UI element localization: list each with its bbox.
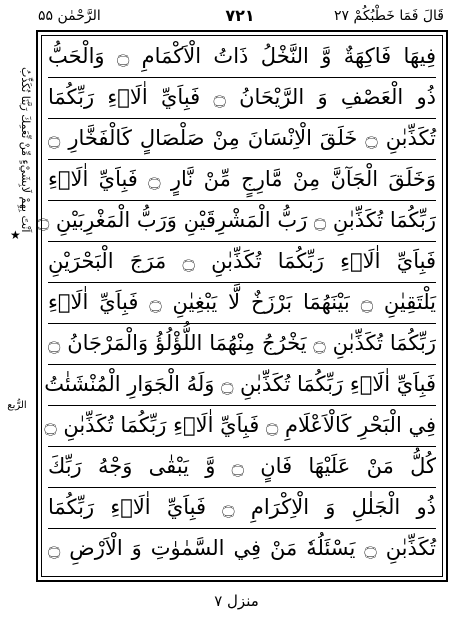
star-icon: ★ xyxy=(10,228,21,242)
verse-line: فِي الْبَحْرِ كَالْاَعْلَامِ ۝ فَبِاَيِّ اٰلَاۤءِ رَبِّكُمَا تُكَذِّبٰنِ ۝ xyxy=(48,405,436,447)
verse-line: تُكَذِّبٰنِ ۝ خَلَقَ الْاِنْسَانَ مِنْ صَلْصَالٍ كَالْفَخَّارِ ۝ xyxy=(48,118,436,160)
verse-line: ذُو الْجَلٰلِ وَ الْاِكْرَامِ ۝ فَبِاَيِّ اٰلَاۤءِ رَبِّكُمَا xyxy=(48,487,436,529)
manzil-footer: منزل ۷ xyxy=(214,592,259,610)
ruku-marker: الرُّبع xyxy=(7,400,27,411)
margin-note: اَنْتَ بِهِمْ لَابِشَيْءٍ مِّنْ نِّعَمِكَ رَبَّنَا نُكَذِّبُ xyxy=(19,67,32,233)
verse-line: فَبِاَيِّ اٰلَاۤءِ رَبِّكُمَا تُكَذِّبٰنِ ۝ مَرَجَ الْبَحْرَيْنِ xyxy=(48,241,436,283)
verse-line: كُلُّ مَنْ عَلَيْهَا فَانٍ ۝ وَّ يَبْقٰى وَجْهُ رَبِّكَ xyxy=(48,446,436,488)
verse-line: ذُو الْعَصْفِ وَ الرَّيْحَانُ ۝ فَبِاَيِّ اٰلَاۤءِ رَبِّكُمَا xyxy=(48,77,436,119)
page-number: ۷۲۱ xyxy=(225,6,255,25)
verse-line: فَبِاَيِّ اٰلَاۤءِ رَبِّكُمَا تُكَذِّبٰنِ ۝ وَلَهُ الْجَوَارِ الْمُنْشَئٰتُ xyxy=(48,364,436,406)
juz-name: قَالَ فَمَا خَطْبُكُمْ ۲۷ xyxy=(334,8,444,24)
page-header xyxy=(30,6,450,28)
verse-line: رَبِّكُمَا تُكَذِّبٰنِ ۝ رَبُّ الْمَشْرِقَيْنِ وَرَبُّ الْمَغْرِبَيْنِ ۝ xyxy=(48,200,436,242)
verse-line: وَخَلَقَ الْجَآنَّ مِنْ مَّارِجٍ مِّنْ نَّارٍ ۝ فَبِاَيِّ اٰلَاۤءِ xyxy=(48,159,436,201)
verse-line: فِيهَا فَاكِهَةٌ وَّ النَّخْلُ ذَاتُ الْاَكْمَامِ ۝ وَالْحَبُّ xyxy=(48,36,436,78)
verse-line: رَبِّكُمَا تُكَذِّبٰنِ ۝ يَخْرُجُ مِنْهُمَا اللُّؤْلُؤُ وَالْمَرْجَانُ ۝ xyxy=(48,323,436,365)
verse-line: تُكَذِّبٰنِ ۝ يَسْئَلُهٗ مَنْ فِي السَّمٰوٰتِ وَ الْاَرْضِ ۝ xyxy=(48,536,436,560)
verse-line: يَلْتَقِيٰنِ ۝ بَيْنَهُمَا بَرْزَخٌ لَّا يَبْغِيٰنِ ۝ فَبِاَيِّ اٰلَاۤءِ xyxy=(48,282,436,324)
text-area xyxy=(36,35,443,577)
text-frame xyxy=(36,30,448,582)
surah-name: الرَّحْمٰن ۵۵ xyxy=(38,8,101,24)
